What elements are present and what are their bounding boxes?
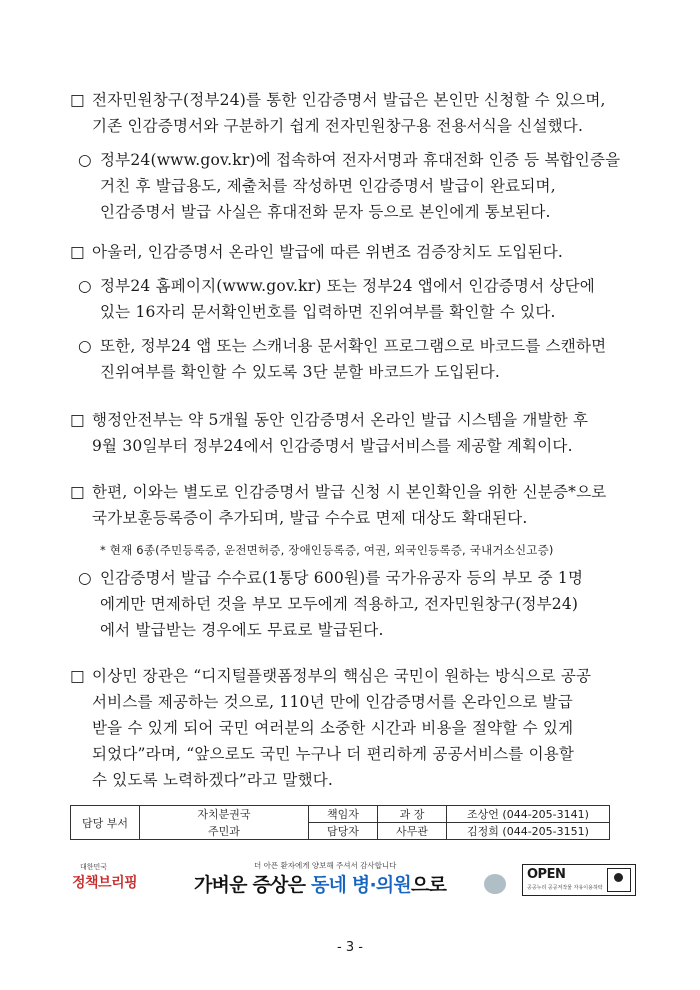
open-license-logo: OPEN 공공누리 공공저작물 자유이용허락 [522, 864, 636, 896]
contact-person: 김정희 (044-205-3151) [447, 823, 610, 840]
campaign-headline: 가벼운 증상은 동네 병·의원으로 [194, 874, 447, 896]
square-bullet-icon: □ [70, 243, 85, 261]
contact-table [70, 805, 610, 840]
section-1-sub-1-line-2: 거친 후 발급용도, 제출처를 작성하면 인감증명서 발급이 완료되며, [100, 177, 556, 195]
dept-label: 담당 부서 [71, 806, 140, 840]
circle-bullet-icon: ○ [78, 151, 92, 169]
section-5-line-4: 되었다”라며, “앞으로도 국민 누구나 더 편리하게 공공서비스를 이용할 [92, 745, 575, 763]
section-4-sub-1-line-2: 에게만 면제하던 것을 부모 모두에게 적용하고, 전자민원창구(정부24) [100, 595, 579, 613]
dept-name-line-2: 주민과 [140, 823, 309, 840]
section-2-sub-2-line-1: ○ 또한, 정부24 앱 또는 스캐너용 문서확인 프로그램으로 바코드를 스캔하면 [78, 337, 607, 355]
section-1-line-2: 기존 인감증명서와 구분하기 쉽게 전자민원창구용 전용서식을 신설했다. [92, 117, 584, 135]
footnote: * 현재 6종(주민등록증, 운전면허증, 장애인등록증, 여권, 외국인등록증, 국내거소신고증) [100, 543, 554, 557]
square-bullet-icon: □ [70, 483, 85, 501]
section-4-line-2: 국가보훈등록증이 추가되며, 발급 수수료 면제 대상도 확대된다. [92, 509, 528, 527]
circle-bullet-icon: ○ [78, 569, 92, 587]
square-bullet-icon: □ [70, 411, 85, 429]
section-4-line-1: □ 한편, 이와는 별도로 인감증명서 발급 신청 시 본인확인을 위한 신분증*으로 [70, 483, 607, 501]
contact-row [71, 806, 610, 823]
square-bullet-icon: □ [70, 667, 85, 685]
page-number: - 3 - [337, 940, 363, 955]
campaign-banner [192, 860, 512, 898]
section-2-sub-1-line-1: ○ 정부24 홈페이지(www.gov.kr) 또는 정부24 앱에서 인감증명서 상단에 [78, 277, 595, 295]
section-1-line-1: □ 전자민원창구(정부24)를 통한 인감증명서 발급은 본인만 신청할 수 있으며, [70, 91, 606, 109]
square-bullet-icon: □ [70, 91, 85, 109]
section-5-line-2: 서비스를 제공하는 것으로, 110년 만에 인감증명서를 온라인으로 발급 [92, 693, 573, 711]
section-4-sub-1-line-3: 에서 발급받는 경우에도 무료로 발급된다. [100, 621, 384, 639]
section-5-line-3: 받을 수 있게 되어 국민 여러분의 소중한 시간과 비용을 절약할 수 있게 [92, 719, 574, 737]
campaign-subtitle: 더 아픈 환자에게 양보해 주셔서 감사합니다 [254, 861, 397, 870]
dept-name-line-1: 자치분권국 [140, 806, 309, 823]
circle-bullet-icon: ○ [78, 337, 92, 355]
section-3-line-1: □ 행정안전부는 약 5개월 동안 인감증명서 온라인 발급 시스템을 개발한 후 [70, 411, 589, 429]
policy-briefing-logo: 대한민국 정책브리핑 [72, 863, 138, 891]
section-2-sub-2-line-2: 진위여부를 확인할 수 있도록 3단 분할 바코드가 도입된다. [100, 363, 501, 381]
section-3-line-2: 9월 30일부터 정부24에서 인감증명서 발급서비스를 제공할 계획이다. [92, 437, 573, 455]
contact-role: 책임자 [309, 806, 378, 823]
section-1-sub-1-line-1: ○ 정부24(www.gov.kr)에 접속하여 전자서명과 휴대전화 인증 등 복합인증을 [78, 151, 621, 169]
section-1-sub-1-line-3: 인감증명서 발급 사실은 휴대전화 문자 등으로 본인에게 통보된다. [100, 203, 551, 221]
section-4-sub-1-line-1: ○ 인감증명서 발급 수수료(1통당 600원)를 국가유공자 등의 부모 중 1명 [78, 569, 584, 587]
section-5-line-1: □ 이상민 장관은 “디지털플랫폼정부의 핵심은 국민이 원하는 방식으로 공공 [70, 667, 592, 685]
section-5-line-5: 수 있도록 노력하겠다”라고 말했다. [92, 771, 334, 789]
campaign-illustration-icon [484, 874, 506, 894]
contact-row [71, 823, 610, 840]
contact-role: 담당자 [309, 823, 378, 840]
section-2-sub-1-line-2: 있는 16자리 문서확인번호를 입력하면 진위여부를 확인할 수 있다. [100, 303, 556, 321]
footer-banner [72, 858, 632, 898]
attribution-icon [607, 868, 631, 892]
circle-bullet-icon: ○ [78, 277, 92, 295]
section-2-line-1: □ 아울러, 인감증명서 온라인 발급에 따른 위변조 검증장치도 도입된다. [70, 243, 563, 261]
contact-title: 사무관 [378, 823, 447, 840]
contact-title: 과 장 [378, 806, 447, 823]
contact-person: 조상언 (044-205-3141) [447, 806, 610, 823]
